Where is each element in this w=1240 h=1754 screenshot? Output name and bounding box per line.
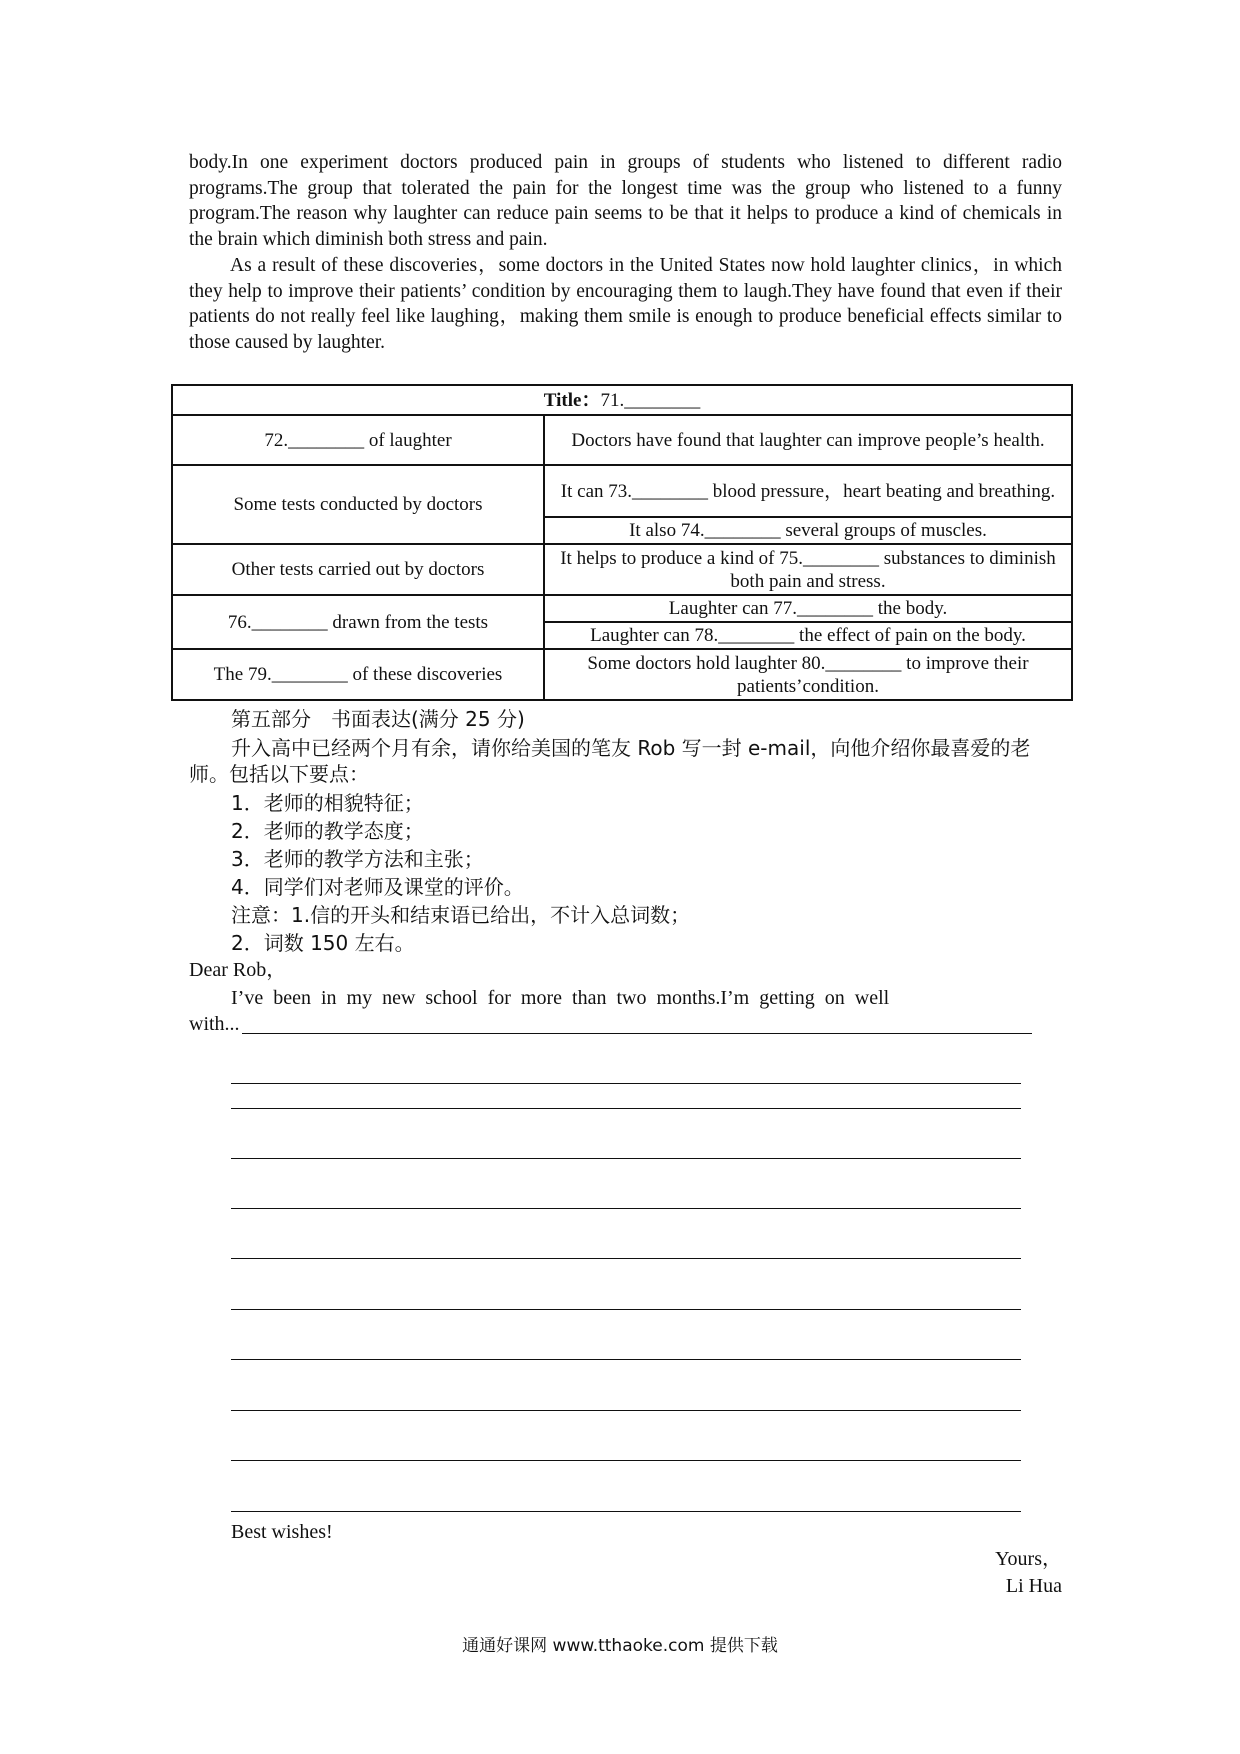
row-label: Other tests carried out by doctors xyxy=(172,544,544,595)
row-label: 76.________ drawn from the tests xyxy=(172,595,544,649)
table-row xyxy=(172,465,1072,517)
letter-opening-line-2: with... xyxy=(189,1013,240,1035)
requirement-2: 2．老师的教学态度； xyxy=(231,819,424,843)
row-detail: Some doctors hold laughter 80.________ to improve their patients’condition. xyxy=(544,649,1072,700)
row-detail: It can 73.________ blood pressure，heart beating and breathing. xyxy=(544,465,1072,517)
letter-salutation: Dear Rob， xyxy=(189,959,287,981)
note-line-1: 注意：1.信的开头和结束语已给出，不计入总词数； xyxy=(231,903,691,927)
answer-line[interactable] xyxy=(231,1158,1021,1159)
row-label: The 79.________ of these discoveries xyxy=(172,649,544,700)
table-title-label: Title： xyxy=(543,389,601,411)
table-row xyxy=(172,649,1072,700)
answer-line[interactable] xyxy=(231,1460,1021,1461)
answer-line[interactable] xyxy=(231,1511,1021,1512)
page-footer: 通通好课网 www.tthaoke.com 提供下载 xyxy=(462,1636,778,1656)
answer-line[interactable] xyxy=(231,1359,1021,1360)
row-detail: Laughter can 78.________ the effect of pain on the body. xyxy=(544,622,1072,649)
section-heading: 第五部分 书面表达(满分 25 分) xyxy=(231,707,525,731)
answer-line[interactable] xyxy=(231,1410,1021,1411)
answer-line[interactable] xyxy=(231,1258,1021,1259)
row-detail: It helps to produce a kind of 75.________ substances to diminish both pain and stress. xyxy=(544,544,1072,595)
letter-yours: Yours， xyxy=(995,1548,1062,1570)
row-label: Some tests conducted by doctors xyxy=(172,465,544,544)
blank-71[interactable]: 71.________ xyxy=(600,389,701,411)
row-detail: Doctors have found that laughter can improve people’s health. xyxy=(544,415,1072,465)
passage-paragraph-1: body.In one experiment doctors produced pain in groups of students who listened to different radio programs.The group that tolerated the pain for the longest time was the group who listened to a funny program.The reason why laughter can reduce pain seems to be that it helps to produce a kind of chemicals in the brain which diminish both stress and pain. xyxy=(189,152,1062,250)
table-title-cell xyxy=(172,385,1072,415)
table-row xyxy=(172,544,1072,595)
row-detail: Laughter can 77.________ the body. xyxy=(544,595,1072,622)
requirement-1: 1．老师的相貌特征； xyxy=(231,791,424,815)
answer-line[interactable] xyxy=(231,1108,1021,1109)
answer-line[interactable] xyxy=(231,1208,1021,1209)
row-detail: It also 74.________ several groups of muscles. xyxy=(544,517,1072,544)
table-row xyxy=(172,415,1072,465)
row-label: 72.________ of laughter xyxy=(172,415,544,465)
answer-line[interactable] xyxy=(231,1309,1021,1310)
note-line-2: 2．词数 150 左右。 xyxy=(231,931,415,955)
requirement-4: 4．同学们对老师及课堂的评价。 xyxy=(231,875,524,899)
requirement-3: 3．老师的教学方法和主张； xyxy=(231,847,484,871)
summary-table xyxy=(171,384,1073,701)
passage-paragraph-2: As a result of these discoveries，some doctors in the United States now hold laughter clinics，in which they help to improve their patients’ condition by encouraging them to laugh.They have found that even if their patients do not really feel like laughing，making them smile is enough to produce beneficial effects similar to those caused by laughter. xyxy=(189,255,1062,353)
table-row xyxy=(172,595,1072,622)
letter-closing: Best wishes! xyxy=(231,1521,333,1543)
answer-line[interactable] xyxy=(231,1083,1021,1084)
letter-signature: Li Hua xyxy=(1005,1575,1062,1597)
answer-line[interactable] xyxy=(242,1033,1032,1034)
letter-opening-line-1: I’ve been in my new school for more than two months.I’m getting on well xyxy=(231,987,890,1009)
writing-prompt: 升入高中已经两个月有余，请你给美国的笔友 Rob 写一封 e-mail，向他介绍你最喜爱的老师。包括以下要点： xyxy=(189,736,1031,786)
